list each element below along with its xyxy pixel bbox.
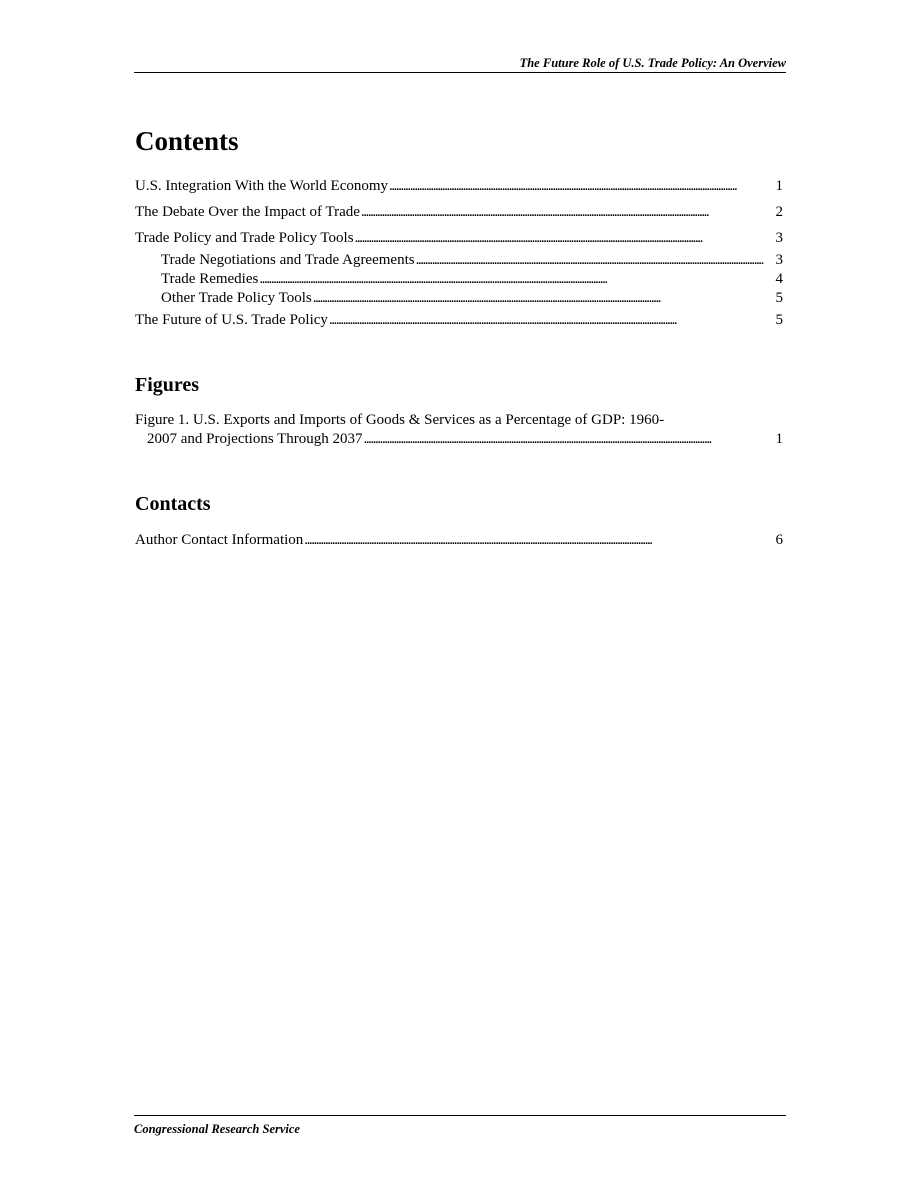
dot-leader — [364, 430, 773, 449]
dot-leader — [259, 270, 772, 289]
toc-entry-page: 1 — [775, 431, 783, 447]
dot-leader — [361, 203, 773, 222]
toc-entry-trade-negotiations[interactable] — [161, 251, 783, 270]
toc-entry-title: Other Trade Policy Tools — [161, 290, 312, 306]
contents-heading: Contents — [135, 126, 239, 156]
toc-entry-page: 5 — [775, 290, 783, 306]
dot-leader — [304, 531, 772, 550]
toc-entry-title: The Debate Over the Impact of Trade — [135, 204, 360, 220]
dot-leader — [416, 251, 773, 270]
toc-entry-page: 3 — [775, 230, 783, 246]
toc-entry-title: U.S. Integration With the World Economy — [135, 178, 389, 194]
toc-entry-us-integration[interactable] — [135, 177, 783, 196]
toc-entry-title: Trade Negotiations and Trade Agreements — [161, 252, 415, 268]
toc-entry-page: 3 — [775, 252, 783, 268]
toc-entry-title: Trade Policy and Trade Policy Tools — [135, 230, 354, 246]
figure-entry-title-line1[interactable]: Figure 1. U.S. Exports and Imports of Goods & Services as a Percentage of GDP: 1960- — [135, 412, 665, 428]
running-header-title: The Future Role of U.S. Trade Policy: An Overview — [519, 56, 786, 70]
toc-entry-page: 1 — [775, 178, 783, 194]
dot-leader — [329, 311, 773, 330]
toc-entry-future-policy[interactable] — [135, 311, 783, 330]
running-header — [134, 56, 786, 73]
toc-entry-title: The Future of U.S. Trade Policy — [135, 312, 328, 328]
footer-organization: Congressional Research Service — [134, 1122, 300, 1136]
running-footer — [134, 1115, 786, 1137]
toc-entry-page: 2 — [775, 204, 783, 220]
dot-leader — [355, 229, 773, 248]
toc-entry-debate-impact[interactable] — [135, 203, 783, 222]
toc-entry-title: 2007 and Projections Through 2037 — [147, 431, 363, 447]
toc-entry-title: Trade Remedies — [161, 271, 259, 287]
toc-entry-figure-1[interactable] — [147, 430, 783, 449]
figures-heading: Figures — [135, 374, 200, 396]
toc-entry-title: Author Contact Information — [135, 532, 304, 548]
toc-entry-trade-policy-tools[interactable] — [135, 229, 783, 248]
toc-entry-trade-remedies[interactable] — [161, 270, 783, 289]
toc-entry-other-tools[interactable] — [161, 289, 783, 308]
contacts-heading: Contacts — [135, 493, 211, 515]
toc-entry-page: 5 — [775, 312, 783, 328]
toc-entry-page: 6 — [775, 532, 783, 548]
dot-leader — [313, 289, 773, 308]
dot-leader — [389, 177, 772, 196]
toc-entry-author-contact[interactable] — [135, 531, 783, 550]
toc-entry-page: 4 — [775, 271, 783, 287]
